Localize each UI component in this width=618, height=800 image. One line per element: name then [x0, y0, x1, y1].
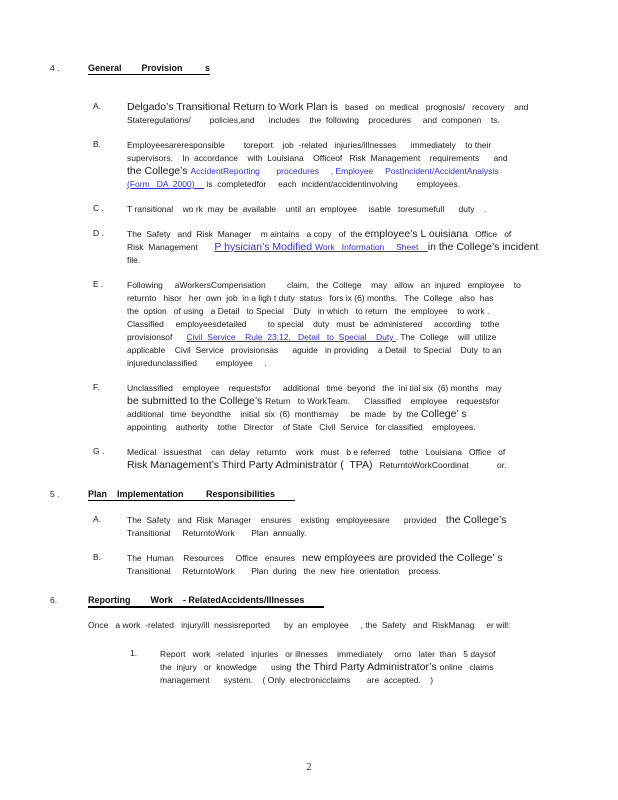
section-4 [0, 58, 618, 472]
text-line [127, 305, 573, 318]
text-run: . The College will utilize [395, 332, 497, 342]
text-run: the injury or knowledge using [160, 662, 297, 672]
text-line [127, 254, 573, 267]
text-run: in the College’s incident [427, 241, 539, 253]
text-run: The Safety and Risk Manager m aintains a copy of the [127, 229, 365, 239]
section-6 [0, 590, 618, 687]
text-run: Medical issuesthat can delay returnto work must b e referred tothe Louisiana Office of [127, 447, 506, 457]
text-run: Transitional ReturntoWork Plan annually. [127, 528, 307, 538]
section-number: 5 . [50, 489, 60, 499]
text-line [127, 514, 573, 527]
list-item [93, 228, 573, 267]
text-run: Employeesareresponsible toreport job -related injuries/illnesses immediately to their [127, 140, 492, 150]
text-line [160, 661, 550, 674]
text-run: the College’s [445, 514, 507, 526]
text-line [160, 674, 550, 687]
section-paragraph [88, 619, 568, 632]
text-run: based on medical prognosis/ recovery and [337, 102, 529, 112]
text-line [127, 178, 573, 191]
section-heading-row [50, 484, 618, 502]
list-item [93, 101, 573, 127]
text-line [127, 527, 573, 540]
text-run: file. [127, 255, 141, 265]
text-run: Classified employeesdetailed to special duty must be administered according tothe [127, 319, 500, 329]
item-label: B. [93, 139, 102, 149]
page-number: 2 [306, 762, 312, 773]
text-run: supervisors. In accordance with Louisiana Officeof Risk Management requirements and [127, 153, 508, 163]
list-item [93, 514, 573, 540]
text-run: The Human Resources Office ensures [127, 553, 303, 563]
text-run: The Safety and Risk Manager ensures existing employeesare provided [127, 515, 446, 525]
text-line [127, 446, 573, 459]
text-line [127, 357, 573, 370]
section-heading: Reporting Work - RelatedAccidents/Illnesses [88, 595, 324, 608]
item-label: D . [93, 228, 104, 238]
item-label: E . [93, 279, 104, 289]
text-run: injuredunclassified employee . [127, 358, 267, 368]
text-run: Delgado’s Transitional Return to Work Plan is [127, 101, 338, 113]
text-line [127, 165, 573, 178]
text-run: Stateregulations/ policies,and includes the following procedures and componen ts. [127, 115, 500, 125]
text-line [127, 101, 573, 114]
list-item [93, 203, 573, 216]
item-label: C . [93, 203, 104, 213]
text-run: the Third Party Administrator’s [296, 661, 440, 673]
list-item [93, 279, 573, 370]
section-heading-row [50, 590, 618, 608]
text-run: the option of using a Detail to Special Duty in which to return the employee to work . [127, 306, 490, 316]
section-5 [0, 484, 618, 578]
text-line [127, 228, 573, 241]
item-label: 1. [130, 648, 138, 658]
list-item [93, 552, 573, 578]
item-label: B. [93, 552, 102, 562]
text-line [127, 565, 573, 578]
text-run: returnto hisor her own job in a ligh t duty status fors ix (6) months. The College also has [127, 293, 494, 303]
text-line [127, 331, 573, 344]
hyperlink[interactable]: Work Information Sheet [315, 242, 428, 252]
text-run: appointing authority tothe Director of State Civil Service for classified employees. [127, 422, 476, 432]
text-line [127, 382, 573, 395]
text-run: Office of [467, 229, 512, 239]
text-line [127, 408, 573, 421]
section-number: 6. [50, 595, 58, 605]
text-run: Report work -related injuries or illnesses immediately orno later than 5 daysof [160, 649, 496, 659]
hyperlink[interactable]: Civil Service Rule 23:12, Detail to Special Duty [186, 332, 396, 342]
text-line [127, 344, 573, 357]
text-run: is completedfor each incident/accidentinvolving employees. [204, 179, 461, 189]
section-heading: General Provision s [88, 63, 211, 73]
list-item [93, 139, 573, 191]
hyperlink[interactable]: P hysician’s Modified [214, 241, 315, 253]
text-run: Risk Management [127, 242, 215, 252]
text-line [127, 114, 573, 127]
text-line [127, 152, 573, 165]
text-run: applicable Civil Service provisionsas aguide in providing a Detail to Special Duty to an [127, 345, 502, 355]
text-line [127, 395, 573, 408]
text-run: T ransitional wo rk may be available until an employee isable toresumefull duty . [127, 204, 487, 214]
text-line [127, 241, 573, 254]
text-line [127, 292, 573, 305]
text-line [127, 552, 573, 565]
text-run: Return to WorkTeam. Classified employee requestsfor [265, 396, 500, 406]
section-number: 4 . [50, 63, 60, 73]
text-line [127, 318, 573, 331]
text-line [88, 619, 568, 632]
text-line [127, 139, 573, 152]
hyperlink[interactable]: (Form DA 2000) [127, 179, 204, 189]
text-run: the College’s [127, 165, 191, 177]
text-run: additional time beyondthe initial six (6) monthsmay be made by the [127, 409, 421, 419]
text-run: ReturntoWorkCoordinat or. [372, 460, 507, 470]
text-line [127, 459, 573, 472]
text-run: provisionsof [127, 332, 187, 342]
text-line [160, 648, 550, 661]
text-run: Following aWorkersCompensation claim, the College may allow an injured employee to [127, 280, 521, 290]
text-run: College’ s [420, 408, 467, 420]
text-run: online claims [439, 662, 494, 672]
text-run: Unclassified employee requestsfor additional time beyond the ini tial six (6) months may [127, 383, 502, 393]
text-run: Once a work -related injury/ill nessisreported by an employee , the Safety and RiskManag er will: [88, 620, 511, 630]
text-line [127, 421, 573, 434]
list-item [93, 382, 573, 434]
text-run: management system. ( Only electronicclaims are accepted. ) [160, 675, 434, 685]
list-item [93, 446, 573, 472]
text-run: employee’s L ouisiana [364, 228, 468, 240]
text-run: Transitional ReturntoWork Plan during the new hire orientation process. [127, 566, 441, 576]
item-label: A. [93, 101, 102, 111]
item-label: G . [93, 446, 105, 456]
section-heading: Plan Implementation Responsibilities [88, 489, 296, 499]
item-label: A. [93, 514, 102, 524]
text-run: new employees are provided the College’ s [302, 552, 503, 564]
text-line [127, 279, 573, 292]
text-run: be submitted to the College’s [127, 395, 266, 407]
text-line [127, 203, 573, 216]
text-run: Risk Management’s Third Party Administrator ( TPA) [127, 459, 373, 471]
section-heading-row [50, 58, 618, 76]
list-item [130, 648, 550, 687]
hyperlink[interactable]: AccidentReporting procedures , Employee PostIncident/AccidentAnalysis [190, 166, 499, 176]
item-label: F. [93, 382, 100, 392]
